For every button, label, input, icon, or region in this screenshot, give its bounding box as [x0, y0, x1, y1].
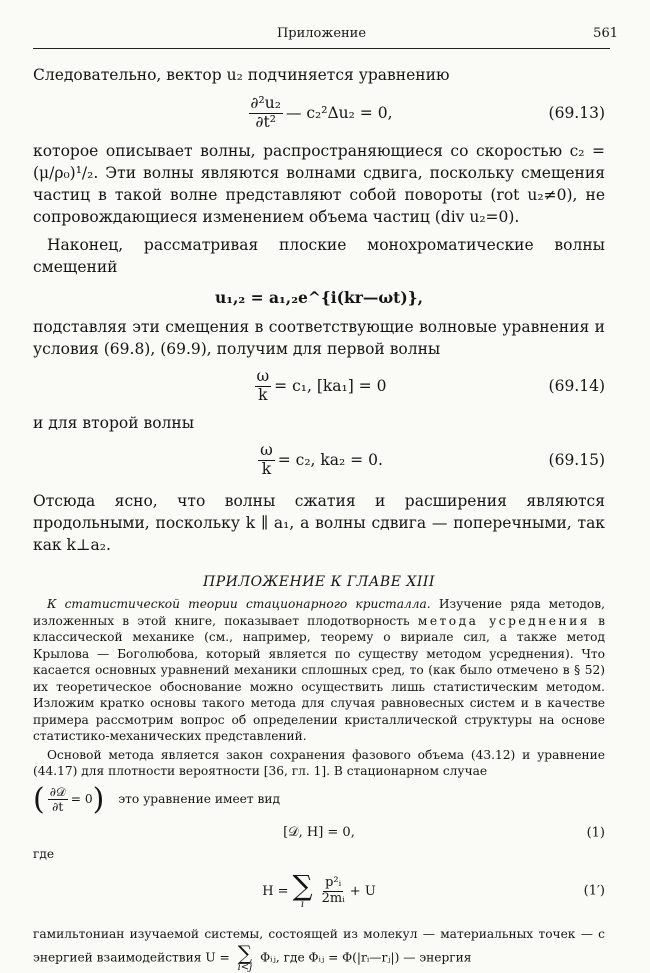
emphasis-spaced: метода усреднения — [417, 613, 590, 628]
paragraph: и для второй волны — [33, 414, 195, 432]
section-heading: ПРИЛОЖЕНИЕ К ГЛАВЕ XIII — [203, 574, 435, 590]
equation-69-15: $\frac{\omega}{k}$ = c₂, ka₂ = 0. (69.15) — [260, 440, 605, 478]
running-header — [33, 22, 618, 49]
equation-69-14: $\frac{\omega}{k}$ = c₁, [ka₁] = 0 (69.14) — [256, 366, 605, 404]
page-number: 561 — [593, 26, 618, 41]
paragraph-small: К статистической теории стационарного кристалла. Изучение ряда методов, изложенных в этой книге, показывает плодотворность метода усреднения в классической механике (см., например, теорему о вириале сил, а также метод Крылова — Боголюбова, который является по существу методом усреднения). Что касается основных уравнений механики сплошных сред, то (как было отмечено в § 52) их теоретическое обоснование можно осуществить лишь статистическим методом. Изложим кратко основы такого метода для случая равновесных систем и в качестве примера рассмотрим вопрос об определении кристаллической структуры на основе статистико-механических представлений. — [33, 597, 605, 743]
fraction: $\frac{\omega}{k}$ — [256, 366, 270, 404]
equation-number: (69.14) — [548, 377, 605, 395]
stationary-condition: ( $\frac{\text{∂𝒟}}{\partial t}$ = 0 ) это уравнение имеет вид — [33, 781, 280, 817]
fraction: $\frac{\text{∂𝒟}}{\partial t}$ — [49, 784, 66, 814]
equation-number: (1′) — [583, 883, 605, 899]
summation-sign: ∑ i — [292, 869, 313, 910]
equation-number: (69.15) — [548, 451, 605, 469]
paragraph-small: Основой метода является закон сохранения фазового объема (43.12) и уравнение (44.17) для плотности вероятности [36, гл. 1]. В стационарном случае — [33, 747, 605, 778]
equation-number: (1) — [586, 825, 605, 840]
running-title: Приложение — [276, 26, 367, 41]
main-text — [33, 64, 605, 973]
fraction: $\frac{\text{p²ᵢ}}{\text{2mᵢ}}$ — [321, 874, 345, 906]
equation-69-13: $\frac{\text{∂²u₂}}{\text{∂t²}}$ — c₂²Δu₂ = 0, (69.13) — [250, 93, 605, 131]
summation-sign: ∑ i<j — [237, 940, 253, 973]
paragraph: подставляя эти смещения в соответствующие волновые уравнения и условия (69.8), (69.9), получим для первой волны — [33, 318, 605, 358]
paragraph: Наконец, рассматривая плоские монохроматические волны смещений — [33, 236, 605, 276]
fraction: $\frac{\text{∂²u₂}}{\text{∂t²}}$ — [250, 93, 281, 131]
paragraph: которое описывает волны, распространяющиеся со скоростью c₂ = (μ/ρ₀)¹/₂. Эти волны являются волнами сдвига, поскольку смещения частиц в такой волне представляют собой повороты (rot u₂≠0), не сопровождающиеся изменением объема частиц (div u₂=0). — [33, 142, 605, 226]
paragraph-small: гамильтониан изучаемой системы, состоящей из молекул — материальных точек — с энергией взаимодействия U = ∑ i<j Φᵢⱼ, где Φᵢⱼ = Φ(|rᵢ—rⱼ|) — энергия — [33, 927, 605, 973]
fraction: $\frac{\omega}{k}$ — [260, 440, 273, 478]
lead-in: К статистической теории стационарного кристалла. — [47, 597, 431, 611]
equation-1-prime: H = ∑ i $\frac{\text{p²ᵢ}}{\text{2mᵢ}}$ + U (1′) — [262, 869, 605, 910]
where-label: где — [33, 846, 55, 861]
equation-number: (69.13) — [548, 104, 605, 122]
equation-1: [𝒟, H] = 0, (1) — [283, 825, 605, 840]
paragraph: Отсюда ясно, что волны сжатия и расширения являются продольными, поскольку k ∥ a₁, а волны сдвига — поперечными, так как k⊥a₂. — [33, 492, 605, 554]
paragraph: Следовательно, вектор u₂ подчиняется уравнению — [33, 66, 450, 84]
equation-plane-wave: u₁,₂ = a₁,₂e^{i(kr—ωt)}, — [214, 287, 424, 307]
